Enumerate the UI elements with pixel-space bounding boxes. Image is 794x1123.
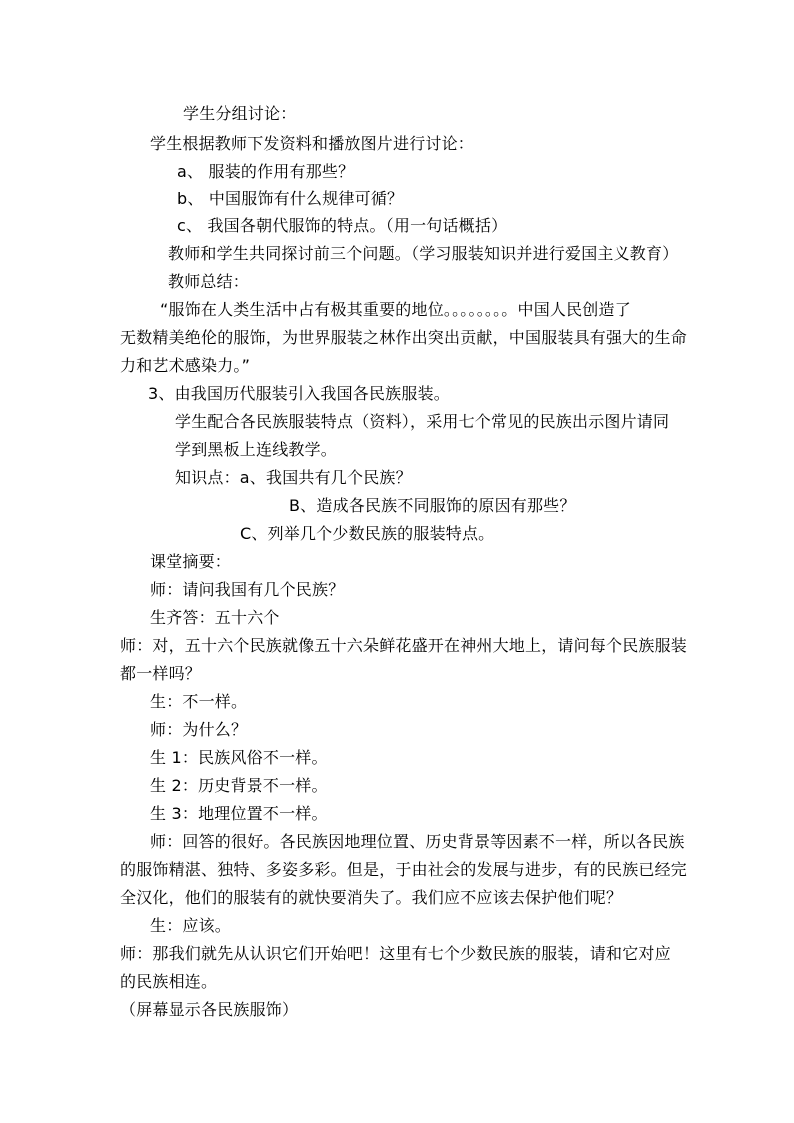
text-line-3: a、 服装的作用有那些？ [177, 162, 355, 181]
text-line-25: 生 2：历史背景不一样。 [150, 776, 328, 795]
text-line-15: B、造成各民族不同服饰的原因有那些？ [289, 496, 576, 515]
text-line-11: 3、由我国历代服装引入我国各民族服装。 [148, 384, 450, 403]
text-line-8: “服饰在人类生活中占有极其重要的地位。。。。。。。。中国人民创造了 [160, 300, 631, 319]
text-line-26: 生 3：地理位置不一样。 [150, 804, 328, 823]
text-line-5: c、 我国各朝代服饰的特点。（用一句话概括） [177, 216, 508, 235]
text-line-27: 师：回答的很好。各民族因地理位置、历史背景等因素不一样，所以各民族 [150, 832, 685, 851]
text-line-6: 教师和学生共同探讨前三个问题。（学习服装知识并进行爱国主义教育） [168, 244, 679, 263]
text-line-12: 学生配合各民族服装特点（资料），采用七个常见的民族出示图片请同 [175, 412, 670, 431]
text-line-20: 师：对，五十六个民族就像五十六朵鲜花盛开在神州大地上，请问每个民族服装 [120, 636, 688, 655]
text-line-10: 力和艺术感染力。” [120, 356, 251, 375]
text-line-30: 生：应该。 [150, 916, 232, 935]
text-line-22: 生：不一样。 [150, 692, 248, 711]
text-line-13: 学到黑板上连线教学。 [175, 440, 338, 459]
text-line-14: 知识点：a、我国共有几个民族？ [175, 468, 412, 487]
text-line-29: 全汉化，他们的服装有的就快要消失了。我们应不应该去保护他们呢？ [120, 888, 623, 907]
text-line-23: 师：为什么？ [150, 720, 248, 739]
text-line-33: （屏幕显示各民族服饰） [120, 1000, 299, 1019]
text-line-7: 教师总结： [168, 272, 250, 291]
text-line-24: 生 1：民族风俗不一样。 [150, 748, 328, 767]
text-line-32: 的民族相连。 [120, 972, 218, 991]
text-line-2: 学生根据教师下发资料和播放图片进行讨论： [150, 134, 475, 153]
text-line-9: 无数精美绝伦的服饰，为世界服装之林作出突出贡献，中国服装具有强大的生命 [120, 328, 688, 347]
text-line-4: b、 中国服饰有什么规律可循？ [177, 189, 404, 208]
text-line-18: 师：请问我国有几个民族？ [150, 580, 345, 599]
text-line-1: 学生分组讨论： [183, 104, 297, 123]
text-line-21: 都一样吗？ [120, 664, 202, 683]
text-line-31: 师：那我们就先从认识它们开始吧！这里有七个少数民族的服装，请和它对应 [120, 944, 671, 963]
text-line-28: 的服饰精湛、独特、多姿多彩。但是，于由社会的发展与进步，有的民族已经完 [120, 860, 688, 879]
text-line-19: 生齐答：五十六个 [150, 608, 280, 627]
text-line-16: C、列举几个少数民族的服装特点。 [240, 524, 495, 543]
text-line-17: 课堂摘要： [150, 552, 232, 571]
